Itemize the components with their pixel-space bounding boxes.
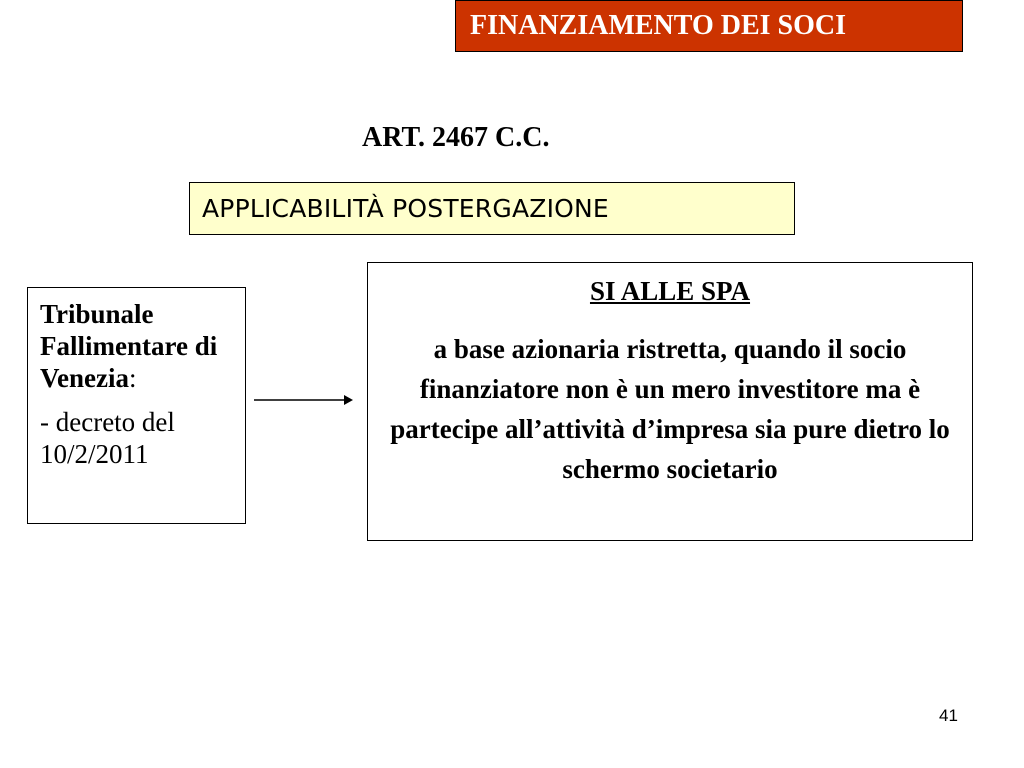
article-reference: ART. 2467 C.C. <box>362 122 550 153</box>
court-name: Tribunale Fallimentare di Venezia <box>40 299 218 393</box>
ruling-text: a base azionaria ristretta, quando il socio finanziatore non è un mero investitore ma è partecipe all’attività d’impresa sia pure dietro lo schermo societario <box>390 334 950 484</box>
slide-title-box <box>455 0 963 52</box>
decree-date: - decreto del 10/2/2011 <box>40 407 175 469</box>
court-box <box>27 287 246 524</box>
applicability-label: APPLICABILITÀ POSTERGAZIONE <box>202 194 609 223</box>
ruling-box <box>367 262 973 541</box>
right-arrow-icon <box>254 392 354 408</box>
court-colon: : <box>129 363 137 393</box>
applicability-box <box>189 182 795 235</box>
ruling-heading: SI ALLE SPA <box>589 276 751 306</box>
page-number: 41 <box>939 706 958 725</box>
slide-title: FINANZIAMENTO DEI SOCI <box>470 10 846 41</box>
court-name-line <box>40 298 245 394</box>
